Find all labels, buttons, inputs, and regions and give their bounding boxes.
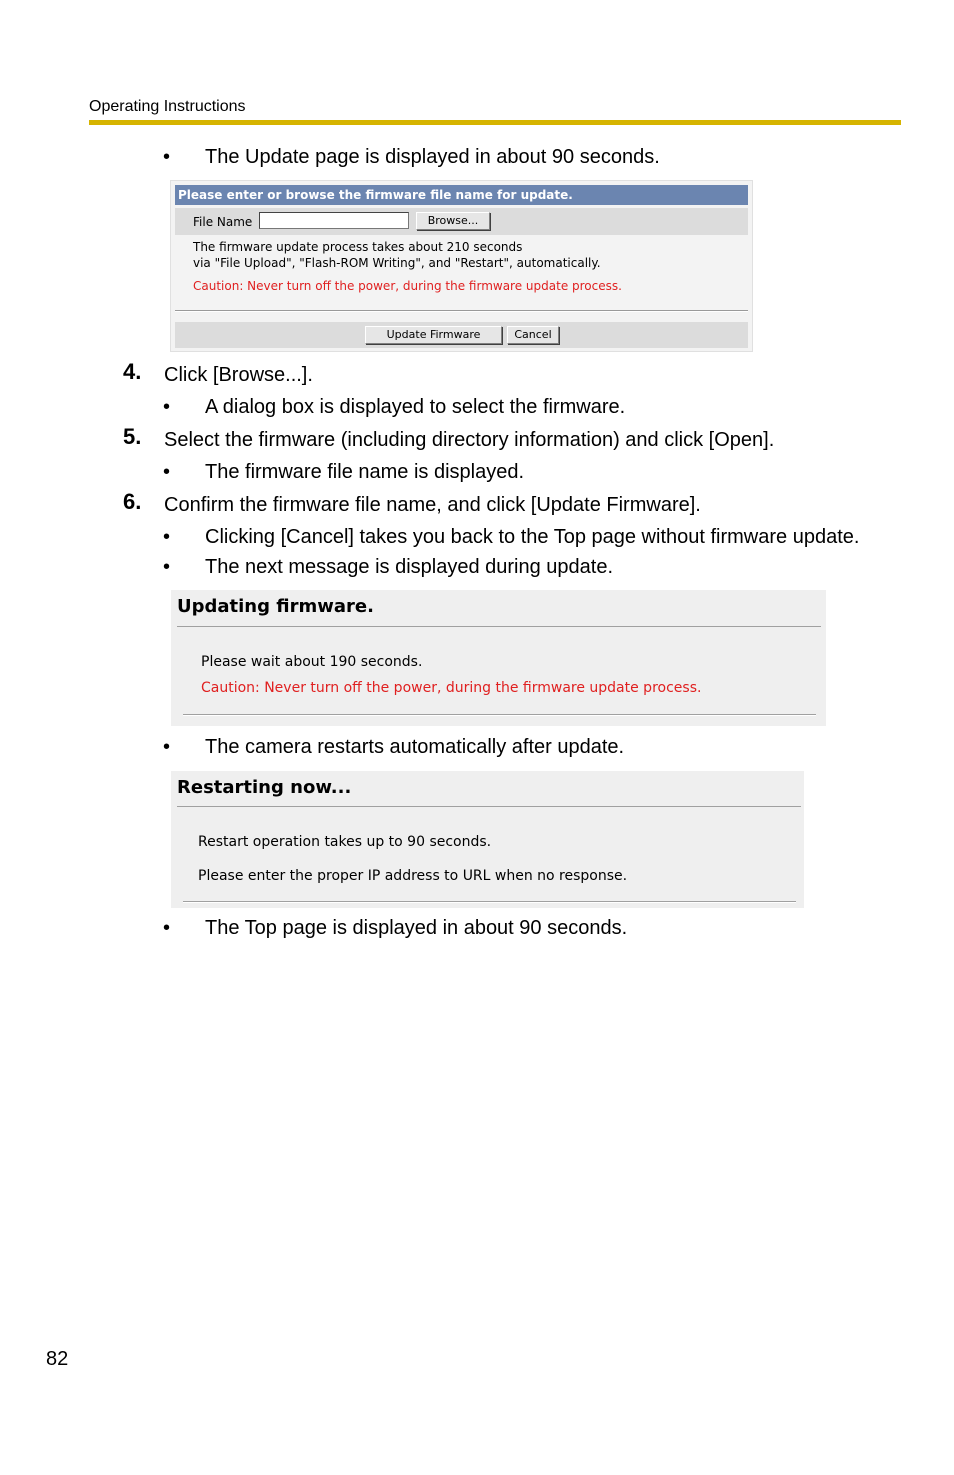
caution-text: Caution: Never turn off the power, during the firmware update process. (193, 279, 622, 293)
step-text: Select the firmware (including directory information) and click [Open]. (164, 429, 775, 451)
bullet-icon: • (163, 526, 171, 548)
panel-title: Updating firmware. (177, 596, 374, 617)
step-text: Confirm the firmware file name, and click [Update Firmware]. (164, 494, 701, 516)
bullet-text: The camera restarts automatically after update. (205, 736, 625, 758)
restarting-panel (171, 771, 804, 908)
process-note-line1: The firmware update process takes about 210 seconds (193, 240, 523, 254)
update-firmware-button[interactable]: Update Firmware (365, 326, 502, 344)
form-title: Please enter or browse the firmware file name for update. (175, 185, 748, 205)
bullet-text: The Top page is displayed in about 90 seconds. (205, 917, 628, 939)
form-footer (175, 322, 748, 348)
step-number: 4. (123, 359, 142, 384)
ip-address-text: Please enter the proper IP address to URL when no response. (198, 868, 628, 884)
step-number: 6. (123, 489, 142, 514)
panel-title-rule (177, 626, 821, 627)
bullet-text: Clicking [Cancel] takes you back to the Top page without firmware update. (205, 526, 860, 548)
bullet-icon: • (163, 556, 171, 578)
step-number: 5. (123, 424, 142, 449)
bullet-icon: • (163, 146, 171, 168)
process-note-line2: via "File Upload", "Flash-ROM Writing", and "Restart", automatically. (193, 256, 601, 270)
file-name-row (175, 208, 748, 235)
bullet-text: The next message is displayed during update. (205, 556, 614, 578)
panel-title-rule (177, 806, 801, 807)
bullet-icon: • (163, 396, 171, 418)
file-name-input[interactable] (259, 212, 409, 229)
panel-title: Restarting now... (177, 777, 352, 798)
bullet-icon: • (163, 736, 171, 758)
restart-time-text: Restart operation takes up to 90 seconds. (198, 834, 492, 850)
form-separator (175, 310, 748, 312)
bullet-icon: • (163, 917, 171, 939)
bullet-text: The Update page is displayed in about 90 seconds. (205, 146, 660, 168)
page-number: 82 (46, 1348, 69, 1370)
browse-button[interactable]: Browse... (416, 212, 490, 230)
wait-text: Please wait about 190 seconds. (201, 654, 423, 670)
step-text: Click [Browse...]. (164, 364, 313, 386)
panel-bottom-rule (183, 901, 796, 903)
cancel-button[interactable]: Cancel (507, 326, 559, 344)
running-header: Operating Instructions (89, 98, 246, 115)
header-rule (89, 120, 901, 125)
bullet-icon: • (163, 461, 171, 483)
panel-bottom-rule (183, 714, 816, 716)
firmware-update-form (170, 180, 753, 352)
caution-text: Caution: Never turn off the power, during the firmware update process. (201, 680, 702, 696)
bullet-text: A dialog box is displayed to select the firmware. (205, 396, 626, 418)
updating-firmware-panel (171, 590, 826, 726)
file-name-label: File Name (193, 215, 253, 229)
bullet-text: The firmware file name is displayed. (205, 461, 525, 483)
